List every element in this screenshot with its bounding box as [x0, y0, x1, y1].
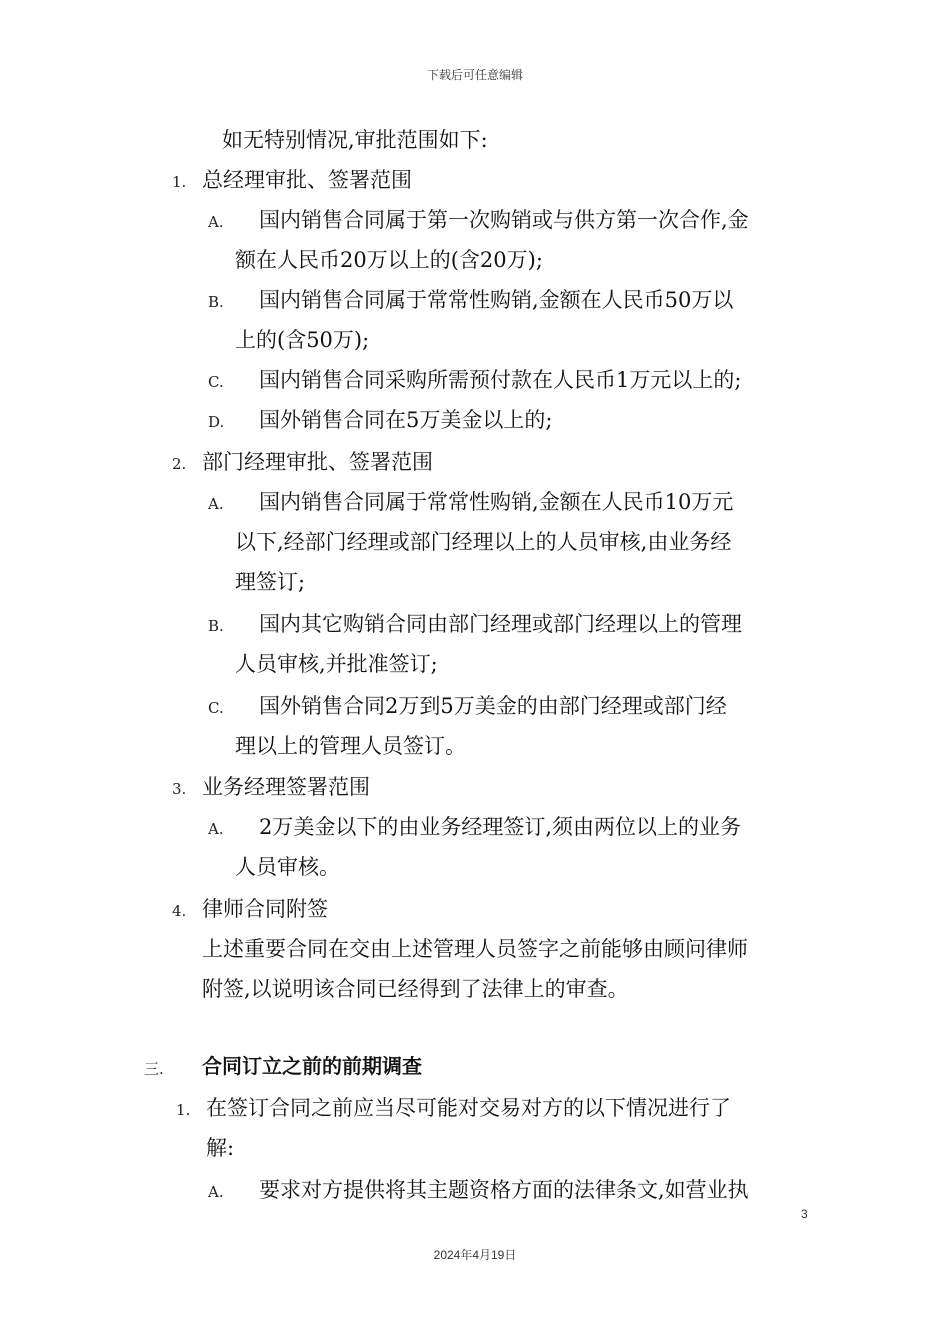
- s2-a-line1: 国内销售合同属于常常性购销,金额在人民币10万元: [259, 490, 734, 514]
- section-2-title: 部门经理审批、签署范围: [202, 450, 433, 474]
- part-3-item-a-line1: 要求对方提供将其主题资格方面的法律条文,如营业执: [259, 1178, 749, 1202]
- part-3-item-1-marker: 1.: [176, 1101, 191, 1119]
- s4-line2: 附签,以说明该合同已经得到了法律上的审查。: [202, 977, 629, 1001]
- section-1-marker: 1.: [172, 173, 187, 191]
- s1-c-line1: 国内销售合同采购所需预付款在人民币1万元以上的;: [259, 368, 742, 392]
- s2-b-line2: 人员审核,并批准签订;: [235, 652, 438, 676]
- part-3-item-1-line1: 在签订合同之前应当尽可能对交易对方的以下情况进行了: [206, 1096, 731, 1120]
- part-3-item-a-marker: A.: [208, 1183, 224, 1201]
- s3-a-line1: 2万美金以下的由业务经理签订,须由两位以上的业务: [259, 815, 742, 839]
- section-3-title: 业务经理签署范围: [202, 775, 370, 799]
- s4-line1: 上述重要合同在交由上述管理人员签字之前能够由顾问律师: [202, 937, 748, 961]
- s1-a-marker: A.: [208, 213, 224, 231]
- section-4-marker: 4.: [172, 902, 187, 920]
- s2-c-line1: 国外销售合同2万到5万美金的由部门经理或部门经: [259, 694, 727, 718]
- s3-a-line2: 人员审核。: [235, 855, 340, 879]
- s1-a-line1: 国内销售合同属于第一次购销或与供方第一次合作,金: [259, 208, 749, 232]
- section-2-marker: 2.: [172, 455, 187, 473]
- intro-text: 如无特别情况,审批范围如下:: [222, 128, 488, 152]
- section-4-title: 律师合同附签: [202, 897, 328, 921]
- s2-a-marker: A.: [208, 495, 224, 513]
- s1-b-marker: B.: [208, 293, 224, 311]
- s2-b-line1: 国内其它购销合同由部门经理或部门经理以上的管理: [259, 612, 742, 636]
- section-1-title: 总经理审批、签署范围: [202, 168, 412, 192]
- s2-c-marker: C.: [208, 699, 224, 717]
- page-number: 3: [801, 1207, 808, 1221]
- section-3-marker: 3.: [172, 780, 187, 798]
- part-3-marker: 三.: [144, 1060, 164, 1078]
- s1-b-line1: 国内销售合同属于常常性购销,金额在人民币50万以: [259, 288, 734, 312]
- part-3-item-1-line2: 解:: [206, 1136, 235, 1160]
- s1-d-marker: D.: [208, 413, 225, 431]
- s3-a-marker: A.: [208, 820, 224, 838]
- s1-a-line2: 额在人民币20万以上的(含20万);: [235, 248, 543, 272]
- s1-b-line2: 上的(含50万);: [235, 328, 370, 352]
- s2-b-marker: B.: [208, 617, 224, 635]
- page-header: 下载后可任意编辑: [426, 68, 523, 82]
- part-3-heading: 合同订立之前的前期调查: [202, 1054, 422, 1078]
- s1-c-marker: C.: [208, 373, 224, 391]
- s2-a-line3: 理签订;: [235, 570, 306, 594]
- s1-d-line1: 国外销售合同在5万美金以上的;: [259, 408, 553, 432]
- s2-a-line2: 以下,经部门经理或部门经理以上的人员审核,由业务经: [235, 530, 732, 554]
- page-footer-date: 2024年4月19日: [433, 1248, 517, 1262]
- s2-c-line2: 理以上的管理人员签订。: [235, 734, 466, 758]
